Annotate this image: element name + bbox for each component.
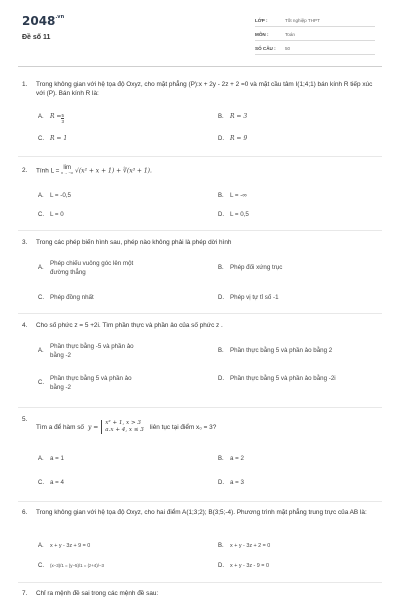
option-label: D. bbox=[218, 563, 224, 569]
option-text: Phần thực bằng 5 và phần ảo bằng -2i bbox=[230, 375, 336, 382]
option-text: x + y - 3z + 9 = 0 bbox=[50, 543, 91, 549]
option-label: A. bbox=[38, 456, 44, 462]
site-logo[interactable] bbox=[22, 14, 64, 28]
option-text: Phần thực bằng -5 và phần ảo bằng -2 bbox=[50, 343, 134, 359]
option-label: C. bbox=[38, 212, 44, 218]
exam-meta bbox=[255, 15, 375, 57]
option-label: A. bbox=[38, 265, 44, 272]
option-label: B. bbox=[218, 265, 224, 271]
option-label: C. bbox=[38, 480, 44, 486]
option-label: C. bbox=[38, 295, 44, 301]
question-6 bbox=[22, 508, 382, 569]
option-c[interactable] bbox=[38, 135, 67, 144]
question-text: Chỉ ra mệnh đề sai trong các mệnh đề sau: bbox=[36, 590, 159, 597]
option-b[interactable] bbox=[218, 192, 247, 201]
question-divider bbox=[18, 407, 382, 408]
option-text: L = 0 bbox=[50, 211, 64, 218]
question-text: Tìm a để hàm số y = x² + 1, x > 3 a.x + 4, x ≤ 3 liên tục tại điểm x₀ = 3? bbox=[36, 420, 217, 433]
option-text: L = -∞ bbox=[230, 192, 247, 199]
option-d[interactable] bbox=[218, 479, 244, 488]
logo-text: 2048 bbox=[22, 14, 56, 28]
meta-value: Toán bbox=[285, 32, 295, 37]
option-text: Phép vị tự tỉ số -1 bbox=[230, 294, 279, 301]
option-c[interactable] bbox=[38, 294, 94, 303]
option-d[interactable] bbox=[218, 375, 380, 384]
option-text: Phép đối xứng trục bbox=[230, 264, 283, 271]
question-divider bbox=[18, 230, 382, 231]
limit-expression: √(x² + x + 1) + ∛(x³ + 1). bbox=[75, 167, 152, 175]
option-label: A. bbox=[38, 543, 44, 549]
option-text: (x−3)/1 = (y−5)/1 = (z+4)/−3 bbox=[50, 563, 104, 568]
meta-row-class bbox=[255, 15, 375, 27]
option-text: L = 0,5 bbox=[230, 211, 249, 218]
option-b[interactable] bbox=[218, 347, 332, 356]
option-label: A. bbox=[38, 348, 44, 355]
question-4 bbox=[22, 321, 382, 391]
exam-title: Đề số 11 bbox=[22, 34, 51, 41]
option-text: x + y - 3z + 2 = 0 bbox=[230, 543, 271, 549]
option-a[interactable] bbox=[38, 542, 90, 551]
option-text: a = 4 bbox=[50, 479, 64, 486]
logo-suffix: .vn bbox=[55, 14, 65, 20]
question-5 bbox=[22, 415, 382, 486]
option-label: D. bbox=[218, 136, 224, 142]
meta-row-subject bbox=[255, 29, 375, 41]
option-d[interactable] bbox=[218, 294, 279, 303]
option-label: B. bbox=[218, 114, 224, 120]
option-text: R = 3 bbox=[230, 113, 248, 120]
question-text: Trong không gian với hệ tọa độ Oxyz, cho mặt phẳng (P):x + 2y - 2z + 2 =0 và mặt cầu tâm I(1;4;1) bán kính R tiếp xúc với (P). Bán kính R là: bbox=[36, 81, 373, 97]
option-label: A. bbox=[38, 114, 44, 120]
piecewise-function: x² + 1, x > 3 a.x + 4, x ≤ 3 bbox=[101, 420, 144, 434]
option-text: R = 1 bbox=[50, 135, 68, 142]
question-text: Trong không gian với hệ tọa độ Oxyz, cho hai điểm A(1;3;2); B(3;5;-4). Phương trình mặt phẳng trung trực của AB là: bbox=[36, 509, 367, 516]
option-b[interactable] bbox=[218, 264, 282, 273]
option-text: x + y - 3z - 9 = 0 bbox=[230, 563, 269, 569]
question-divider bbox=[18, 582, 382, 583]
question-divider bbox=[18, 501, 382, 502]
option-label: C. bbox=[38, 380, 44, 387]
option-d[interactable] bbox=[218, 135, 247, 144]
option-b[interactable] bbox=[218, 455, 244, 464]
question-number: 4. bbox=[22, 322, 28, 329]
limit-subscript: x → −∞ bbox=[61, 171, 74, 175]
option-d[interactable] bbox=[218, 562, 269, 571]
option-label: A. bbox=[38, 193, 44, 199]
option-b[interactable] bbox=[218, 542, 270, 551]
option-label: D. bbox=[218, 212, 224, 218]
option-label: B. bbox=[218, 543, 224, 549]
header-divider bbox=[18, 66, 382, 67]
meta-key: MÔN : bbox=[255, 32, 269, 37]
question-text: Tính L = lim x → −∞ √(x² + x + 1) + ∛(x³ + 1). bbox=[36, 165, 152, 175]
option-a[interactable] bbox=[38, 113, 64, 124]
option-label: C. bbox=[38, 136, 44, 142]
option-label: B. bbox=[218, 193, 224, 199]
meta-value: Tốt nghiệp THPT bbox=[285, 18, 320, 23]
option-a[interactable] bbox=[38, 343, 146, 360]
option-c[interactable] bbox=[38, 479, 64, 488]
option-text: R = 9 bbox=[230, 135, 248, 142]
question-text: Cho số phức z = 5 +2i. Tìm phần thực và phần ảo của số phức z . bbox=[36, 322, 223, 329]
option-c[interactable] bbox=[38, 211, 64, 220]
option-text: R = bbox=[50, 113, 62, 120]
question-number: 6. bbox=[22, 509, 28, 516]
meta-key: SỐ CÂU : bbox=[255, 46, 276, 51]
option-label: C. bbox=[38, 563, 44, 569]
question-divider bbox=[18, 313, 382, 314]
option-b[interactable] bbox=[218, 113, 247, 122]
option-text: Phần thực bằng 5 và phần ảo bằng 2 bbox=[230, 347, 333, 354]
question-2 bbox=[22, 165, 382, 218]
question-1 bbox=[22, 80, 382, 142]
option-label: B. bbox=[218, 348, 224, 354]
option-text: a = 3 bbox=[230, 479, 244, 486]
question-3 bbox=[22, 238, 382, 301]
option-a[interactable] bbox=[38, 192, 71, 201]
option-label: D. bbox=[218, 295, 224, 301]
question-number: 1. bbox=[22, 81, 28, 88]
question-number: 3. bbox=[22, 239, 28, 246]
function-label: y = bbox=[87, 423, 99, 431]
question-number: 5. bbox=[22, 416, 28, 423]
option-text: Phần thực bằng 5 và phần ảo bằng -2 bbox=[50, 375, 132, 391]
option-label: D. bbox=[218, 376, 224, 382]
question-divider bbox=[18, 156, 382, 157]
meta-key: LỚP : bbox=[255, 18, 268, 23]
meta-value: 50 bbox=[285, 46, 291, 51]
meta-row-count bbox=[255, 43, 375, 55]
question-number: 7. bbox=[22, 590, 28, 597]
question-7 bbox=[22, 589, 382, 598]
option-d[interactable] bbox=[218, 211, 249, 220]
option-text: L = -0,5 bbox=[50, 192, 71, 199]
option-a[interactable] bbox=[38, 260, 188, 277]
option-c[interactable] bbox=[38, 562, 104, 571]
question-number: 2. bbox=[22, 167, 28, 174]
option-text: a = 1 bbox=[50, 455, 64, 462]
limit-label: lim bbox=[63, 165, 72, 171]
option-c[interactable] bbox=[38, 375, 146, 392]
option-a[interactable] bbox=[38, 455, 64, 464]
option-text: Phép đồng nhất bbox=[50, 294, 94, 301]
option-label: B. bbox=[218, 456, 224, 462]
option-text: a = 2 bbox=[230, 455, 244, 462]
option-label: D. bbox=[218, 480, 224, 486]
option-text: Phép chiếu vuông góc lên một đường thẳng bbox=[50, 260, 134, 276]
question-text: Trong các phép biến hình sau, phép nào không phải là phép dời hình bbox=[36, 239, 232, 246]
fraction: $\frac{5}{3}$ bbox=[61, 113, 65, 124]
